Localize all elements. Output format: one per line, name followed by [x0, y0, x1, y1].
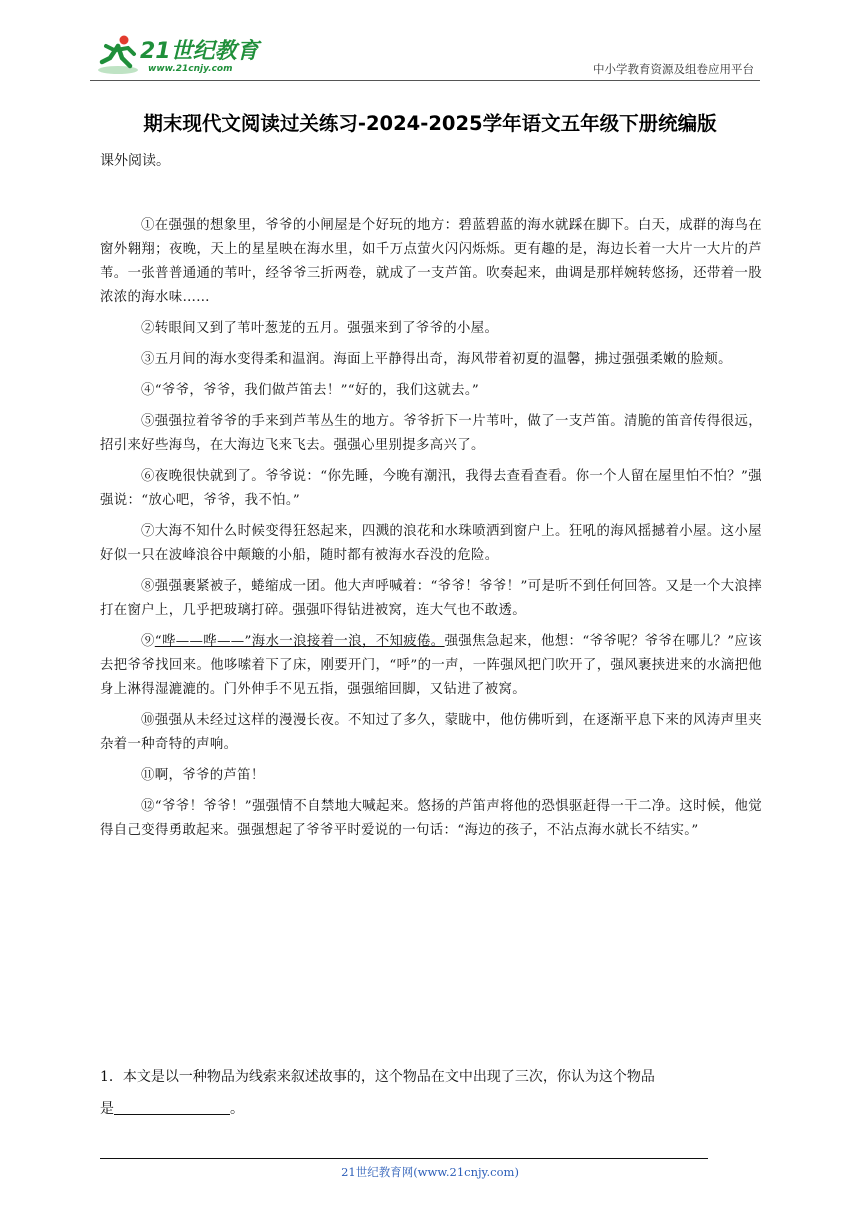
question-text: 1．本文是以一种物品为线索来叙述故事的，这个物品在文中出现了三次，你认为这个物品 [100, 1069, 655, 1085]
paragraph-number: ⑨ [141, 634, 155, 649]
logo-text: 21世纪教育 [140, 39, 259, 64]
paragraph-text: 强强焦急起来，他想：“爷爷呢？爷爷在哪儿？”应该去把爷爷找回来。他哆嗦着下了床，刚要开门，“呼”的一声，一阵强风把门吹开了，强风裹挟进来的水滴把他身上淋得湿漉漉的。门外伸手不见五指，强强缩回脚，又钻进了被窝。 [100, 634, 763, 697]
paragraph-text: ④“爷爷，爷爷，我们做芦笛去！”“好的，我们这就去。” [141, 383, 480, 398]
passage-paragraph [100, 709, 762, 757]
header-divider [90, 80, 760, 81]
question-answer-line [100, 1093, 760, 1125]
paragraph-text: ③五月间的海水变得柔和温润。海面上平静得出奇，海风带着初夏的温馨，拂过强强柔嫩的脸颊。 [141, 352, 732, 367]
platform-name: 中小学教育资源及组卷应用平台 [593, 62, 754, 76]
paragraph-text: ⑦大海不知什么时候变得狂怒起来，四溅的浪花和水珠喷洒到窗户上。狂吼的海风摇撼着小屋。这小屋好似一只在波峰浪谷中颠簸的小船，随时都有被海水吞没的危险。 [100, 524, 762, 563]
paragraph-text: ⑥夜晚很快就到了。爷爷说：“你先睡，今晚有潮汛，我得去查看查看。你一个人留在屋里怕不怕？”强强说：“放心吧，爷爷，我不怕。” [100, 469, 762, 508]
footer-divider [100, 1158, 708, 1159]
passage-paragraph [100, 520, 762, 568]
passage-paragraph [100, 465, 762, 513]
answer-blank[interactable] [114, 1096, 230, 1115]
passage-paragraph [100, 795, 762, 843]
reading-intro: 课外阅读。 [100, 153, 170, 169]
passage-paragraph [100, 630, 762, 702]
answer-suffix: 。 [230, 1101, 244, 1117]
site-logo[interactable] [96, 32, 266, 78]
passage-paragraph [100, 317, 762, 341]
runner-logo-icon [96, 32, 140, 78]
underlined-sentence: “哗——哗——”海水一浪接着一浪，不知疲倦。 [154, 634, 445, 649]
document-title: 期末现代文阅读过关练习-2024-2025学年语文五年级下册统编版 [143, 112, 717, 135]
passage-paragraph [100, 764, 762, 788]
answer-prefix: 是 [100, 1101, 114, 1117]
paragraph-text: ②转眼间又到了苇叶葱茏的五月。强强来到了爷爷的小屋。 [141, 321, 499, 336]
question-1 [100, 1061, 760, 1125]
footer-link[interactable]: 21世纪教育网(www.21cnjy.com) [341, 1165, 519, 1179]
paragraph-text: ⑪啊，爷爷的芦笛！ [141, 768, 265, 783]
passage-paragraph [100, 348, 762, 372]
paragraph-text: ⑩强强从未经过这样的漫漫长夜。不知过了多久，蒙眬中，他仿佛听到，在逐渐平息下来的风涛声里夹杂着一种奇特的声响。 [100, 713, 762, 752]
passage-paragraph [100, 410, 762, 458]
paragraph-text: ①在强强的想象里，爷爷的小闸屋是个好玩的地方：碧蓝碧蓝的海水就踩在脚下。白天，成群的海鸟在窗外翱翔；夜晚，天上的星星映在海水里，如千万点萤火闪闪烁烁。更有趣的是，海边长着一大片一大片的芦苇。一张普普通通的苇叶，经爷爷三折两卷，就成了一支芦笛。吹奏起来，曲调是那样婉转悠扬，还带着一股浓浓的海水味…… [100, 218, 762, 305]
reading-passage [100, 214, 762, 850]
paragraph-text: ⑧强强裹紧被子，蜷缩成一团。他大声呼喊着：“爷爷！爷爷！”可是听不到任何回答。又是一个大浪摔打在窗户上，几乎把玻璃打碎。强强吓得钻进被窝，连大气也不敢透。 [100, 579, 762, 618]
page-header [90, 26, 760, 82]
logo-url: www.21cnjy.com [148, 64, 233, 74]
passage-paragraph [100, 214, 762, 310]
passage-paragraph [100, 575, 762, 623]
paragraph-text: ⑫“爷爷！爷爷！”强强情不自禁地大喊起来。悠扬的芦笛声将他的恐惧驱赶得一干二净。这时候，他觉得自己变得勇敢起来。强强想起了爷爷平时爱说的一句话：“海边的孩子，不沾点海水就长不结实。” [100, 799, 762, 838]
passage-paragraph [100, 379, 762, 403]
paragraph-text: ⑤强强拉着爷爷的手来到芦苇丛生的地方。爷爷折下一片苇叶，做了一支芦笛。清脆的笛音传得很远，招引来好些海鸟，在大海边飞来飞去。强强心里别提多高兴了。 [100, 414, 762, 453]
